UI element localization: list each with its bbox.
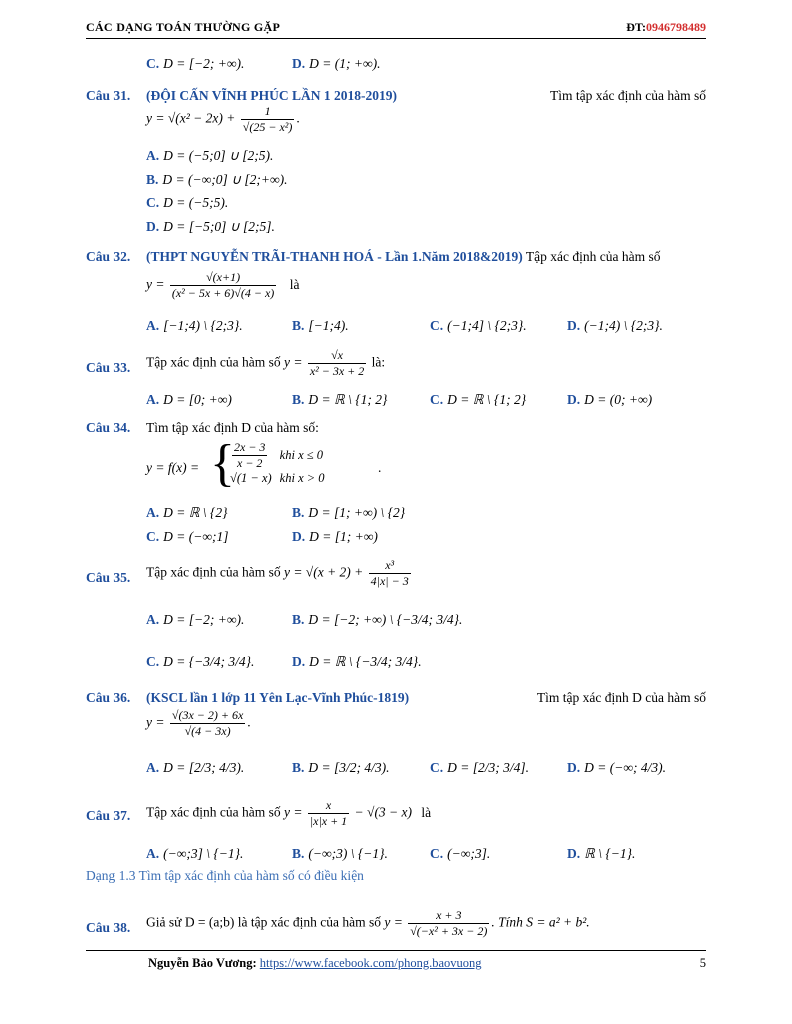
q34-stem: Tìm tập xác định D của hàm số: [146,420,319,435]
q33-option-d: D. D = (0; +∞) [567,392,653,407]
q31-number: Câu 31. [86,88,131,103]
q34-number: Câu 34. [86,420,131,435]
q35-option-b: B. D = [−2; +∞) \ {−3/4; 3/4}. [292,612,463,627]
q31-option-d: D. D = [−5;0] ∪ [2;5]. [146,219,275,234]
section-heading: Dạng 1.3 Tìm tập xác định của hàm số có điều kiện [86,868,364,883]
q37-option-d: D. ℝ \ {−1}. [567,846,636,861]
q36-option-d: D. D = (−∞; 4/3). [567,760,666,775]
header-phone: ĐT:0946798489 [626,20,706,34]
footer-link[interactable]: https://www.facebook.com/phong.baovuong [259,956,482,970]
q31-function: y = √(x² − 2x) + $\frac{1}{\text{√(25 − x²)}}$ . [146,104,300,134]
page-number: 5 [699,956,706,970]
q38-stem: Giả sử D = (a;b) là tập xác định của hàm số y = $\frac{x + 3}{\text{√(−x² + 3x − 2)}}$ . Tính S = a² + b². [146,908,590,938]
q36-number: Câu 36. [86,690,131,705]
q36-option-c: C. D = [2/3; 3/4]. [430,760,529,775]
q33-option-c: C. D = ℝ \ {1; 2} [430,392,527,407]
q32-option-b: B. [−1;4). [292,318,349,333]
footer-credit: Nguyễn Bảo Vương: https://www.facebook.com/phong.baovuong [148,956,482,970]
q33-option-b: B. D = ℝ \ {1; 2} [292,392,388,407]
q36-function: y = $\frac{√(3x - 2) + 6x}{√(4 - 3x)}$ . [146,708,251,738]
q32-option-c: C. (−1;4] \ {2;3}. [430,318,527,333]
q30-option-c: C. D = [−2; +∞). [146,56,245,71]
q36-option-b: B. D = [3/2; 4/3). [292,760,390,775]
q32-stem: (THPT NGUYỄN TRÃI-THANH HOÁ - Lần 1.Năm 2018&2019) Tập xác định của hàm số [146,249,661,264]
q31-option-a: A. D = (−5;0] ∪ [2;5). [146,148,274,163]
q31-stem: (ĐỘI CẤN VĨNH PHÚC LẦN 1 2018-2019) Tìm tập xác định của hàm số [146,88,706,103]
q36-option-a: A. D = [2/3; 4/3). [146,760,245,775]
q35-number: Câu 35. [86,570,131,585]
q38-number: Câu 38. [86,920,131,935]
q34-option-c: C. D = (−∞;1] [146,529,229,544]
q30-option-d: D. D = (1; +∞). [292,56,381,71]
q37-number: Câu 37. [86,808,131,823]
q34-option-d: D. D = [1; +∞) [292,529,378,544]
q36-stem: (KSCL lần 1 lớp 11 Yên Lạc-Vĩnh Phúc-1819) Tìm tập xác định D của hàm số [146,690,706,705]
footer-divider [86,950,706,951]
q33-option-a: A. D = [0; +∞) [146,392,232,407]
page-header [86,20,706,39]
q37-option-a: A. (−∞;3] \ {−1}. [146,846,244,861]
q35-option-a: A. D = [−2; +∞). [146,612,245,627]
footer-author: Nguyễn Bảo Vương [148,956,253,970]
q35-stem: Tập xác định của hàm số y = √(x + 2) + $\frac{\text{x³}}{4|x| - 3}$ [146,558,409,588]
q34-option-a: A. D = ℝ \ {2} [146,505,228,520]
phone-number: 0946798489 [646,20,706,34]
q35-option-c: C. D = {−3/4; 3/4}. [146,654,255,669]
q31-option-c: C. D = (−5;5). [146,195,229,210]
q32-option-a: A. [−1;4) \ {2;3}. [146,318,243,333]
q37-option-b: B. (−∞;3) \ {−1}. [292,846,388,861]
q32-option-d: D. (−1;4) \ {2;3}. [567,318,663,333]
q35-option-d: D. D = ℝ \ {−3/4; 3/4}. [292,654,422,669]
q37-option-c: C. (−∞;3]. [430,846,491,861]
q34-option-b: B. D = [1; +∞) \ {2} [292,505,406,520]
q33-stem: Tập xác định của hàm số y = $\frac{√x}{\text{x² − 3x + 2}}$ là: [146,348,386,378]
q31-option-b: B. D = (−∞;0] ∪ [2;+∞). [146,172,288,187]
q33-number: Câu 33. [86,360,131,375]
header-title: CÁC DẠNG TOÁN THƯỜNG GẶP [86,20,281,34]
q37-stem: Tập xác định của hàm số y = $\frac{x}{|x|x + 1}$ − √(3 − x) là [146,798,432,828]
q32-number: Câu 32. [86,249,131,264]
q32-function: y = $\frac{√(x+1)}{\text{(x² − 5x + 6)√(4 − x)}}$ là [146,270,300,300]
